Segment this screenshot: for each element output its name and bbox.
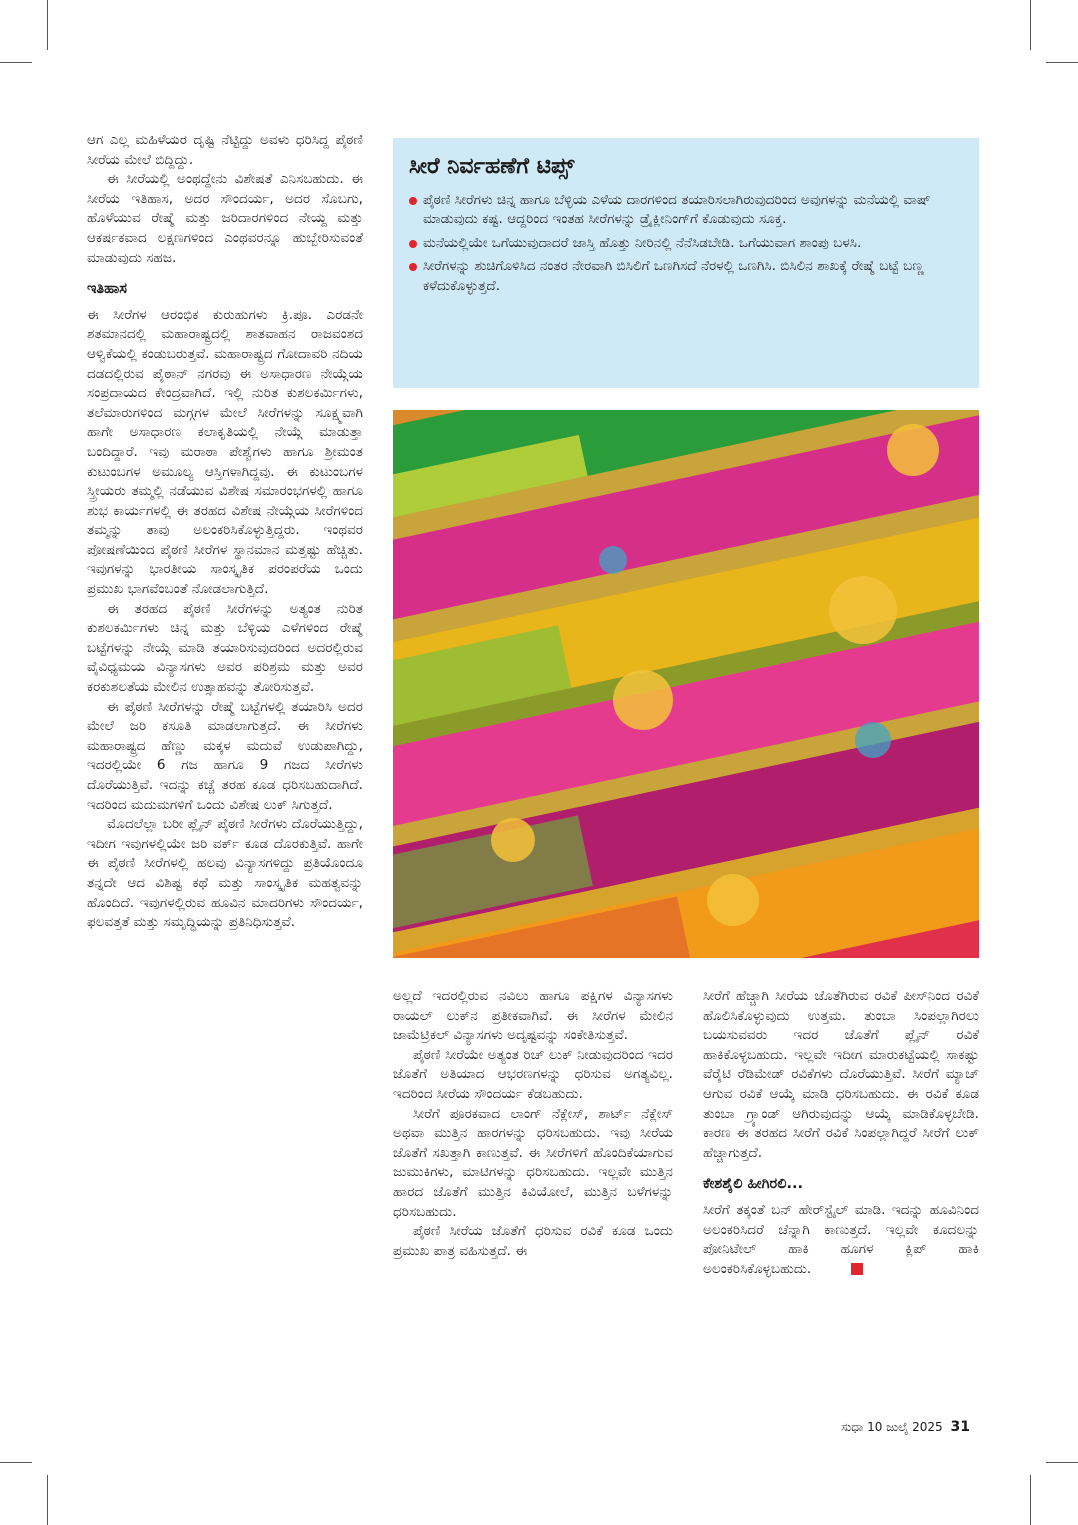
paragraph: ಆಗ ಎಲ್ಲ ಮಹಿಳೆಯರ ದೃಷ್ಟಿ ನೆಟ್ಟಿದ್ದು ಅವಳು ಧರಿಸಿದ್ದ ಪೈಠಣಿ ಸೀರೆಯ ಮೇಲೆ ಬಿದ್ದಿದ್ದು. <box>87 132 363 168</box>
crop-mark <box>1030 1475 1031 1525</box>
section-heading-hairstyle: ಕೇಶಶೈಲಿ ಹೀಗಿರಲಿ... <box>703 1176 803 1193</box>
paragraph: ಈ ಸೀರೆಯಲ್ಲಿ ಅಂಥದ್ದೇನು ವಿಶೇಷತೆ ಎನಿಸಬಹುದು. ಈ ಸೀರೆಯ ಇತಿಹಾಸ, ಅದರ ಸೌಂದರ್ಯ, ಅದರ ಸೊಬಗು, ಹೊಳೆಯುವ ರೇಷ್ಮೆ ಮತ್ತು ಜರಿದಾರಗಳಿಂದ ನೇಯ್ದ ಮತ್ತು ಆಕರ್ಷಕವಾದ ಲಕ್ಷಣಗಳಿಂದ ಎಂಥವರನ್ನೂ ಹುಬ್ಬೇರಿಸುವಂತೆ ಮಾಡುವುದು ಸಹಜ. <box>87 171 363 266</box>
tips-list <box>409 191 961 296</box>
magazine-name: ಸುಧಾ <box>841 1420 864 1434</box>
article-column-1 <box>87 131 363 933</box>
saree-photo <box>393 410 979 958</box>
bullet-icon <box>409 197 417 205</box>
tips-title: ಸೀರೆ ನಿರ್ವಹಣೆಗೆ ಟಿಪ್ಸ್ <box>409 154 575 179</box>
paragraph: ಸೀರೆಗೆ ಹೆಚ್ಚಾಗಿ ಸೀರೆಯ ಜೊತೆಗಿರುವ ರವಿಕೆ ಪೀಸ್‌ನಿಂದ ರವಿಕೆ ಹೊಲಿಸಿಕೊಳ್ಳುವುದು ಉತ್ತಮ. ತುಂಬಾ ಸಿಂಪಲ್ಲಾಗಿರಲು ಬಯಸುವವರು ಇದರ ಜೊತೆಗೆ ಪ್ಲೈನ್ ರವಿಕೆ ಹಾಕಿಕೊಳ್ಳಬಹುದು. ಇಲ್ಲವೇ ಇದೀಗ ಮಾರುಕಟ್ಟೆಯಲ್ಲಿ ಸಾಕಷ್ಟು ವೆರೈಟಿ ರೆಡಿಮೇಡ್ ರವಿಕೆಗಳು ದೊರೆಯುತ್ತಿವೆ. ಸೀರೆಗೆ ಮ್ಯಾಚ್ ಆಗುವ ರವಿಕೆ ಆಯ್ಕೆ ಮಾಡಿ ಧರಿಸಬಹುದು. ಈ ರವಿಕೆ ಕೂಡ ತುಂಬಾ ಗ್ರ್ಯಾಂಡ್ ಆಗಿರುವುದನ್ನು ಆಯ್ಕೆ ಮಾಡಿಕೊಳ್ಳಬೇಡಿ. ಕಾರಣ ಈ ತರಹದ ಸೀರೆಗೆ ರವಿಕೆ ಸಿಂಪಲ್ಲಾಗಿದ್ದರೆ ಸೀರೆಗೆ ಲುಕ್ ಹೆಚ್ಚಾಗುತ್ತದೆ. <box>703 988 979 1161</box>
crop-mark <box>1046 62 1078 63</box>
tip-item: ಮನೆಯಲ್ಲಿಯೇ ಒಗೆಯುವುದಾದರೆ ಜಾಸ್ತಿ ಹೊತ್ತು ನೀರಿನಲ್ಲಿ ನೆನೆಸಿಡಬೇಡಿ. ಒಗೆಯುವಾಗ ಶಾಂಪು ಬಳಸಿ. <box>409 234 961 253</box>
crop-mark <box>1046 1462 1078 1463</box>
tip-item: ಸೀರೆಗಳನ್ನು ಶುಚಿಗೊಳಿಸಿದ ನಂತರ ನೇರವಾಗಿ ಬಿಸಿಲಿಗೆ ಒಣಗಿಸದೆ ನೆರಳಲ್ಲಿ ಒಣಗಿಸಿ. ಬಿಸಿಲಿನ ಶಾಖಕ್ಕೆ ರೇಷ್ಮೆ ಬಟ್ಟೆ ಬಣ್ಣ ಕಳೆದುಕೊಳ್ಳುತ್ತದೆ. <box>409 257 961 296</box>
paragraph: ಈ ತರಹದ ಪೈಠಣಿ ಸೀರೆಗಳನ್ನು ಅತ್ಯಂತ ನುರಿತ ಕುಶಲಕರ್ಮಿಗಳು ಚಿನ್ನ ಮತ್ತು ಬೆಳ್ಳಿಯ ಎಳೆಗಳಿಂದ ರೇಷ್ಮೆ ಬಟ್ಟೆಗಳನ್ನು ನೇಯ್ಗೆ ಮಾಡಿ ತಯಾರಿಸುವುದರಿಂದ ಅದರಲ್ಲಿರುವ ವೈವಿಧ್ಯಮಯ ವಿನ್ಯಾಸಗಳು ಅವರ ಪರಿಶ್ರಮ ಮತ್ತು ಅವರ ಕರಕುಶಲತೆಯ ಮೇಲಿನ ಉತ್ಸಾಹವನ್ನು ತೋರಿಸುತ್ತವೆ. <box>87 600 363 696</box>
page-footer <box>841 1419 970 1435</box>
bullet-icon <box>409 263 417 271</box>
crop-mark <box>1030 0 1031 50</box>
paragraph: ಪೈಠಣಿ ಸೀರೆಯೇ ಅತ್ಯಂತ ರಿಚ್ ಲುಕ್ ನೀಡುವುದರಿಂದ ಇದರ ಜೊತೆಗೆ ಅತಿಯಾದ ಆಭರಣಗಳನ್ನು ಧರಿಸುವ ಅಗತ್ಯವಿಲ್ಲ. ಇದರಿಂದ ಸೀರೆಯ ಸೌಂದರ್ಯ ಕೆಡಬಹುದು. <box>393 1046 673 1102</box>
end-of-article-mark <box>851 1263 863 1275</box>
tip-item: ಪೈಠಣಿ ಸೀರೆಗಳು ಚಿನ್ನ ಹಾಗೂ ಬೆಳ್ಳಿಯ ಎಳೆಯ ದಾರಗಳಿಂದ ತಯಾರಿಸಲಾಗಿರುವುದರಿಂದ ಅವುಗಳನ್ನು ಮನೆಯಲ್ಲಿ ವಾಷ್ ಮಾಡುವುದು ಕಷ್ಟ. ಆದ್ದರಿಂದ ಇಂತಹ ಸೀರೆಗಳನ್ನು ಡ್ರೈಕ್ಲೀನಿಂಗ್‌ಗೆ ಕೊಡುವುದು ಸೂಕ್ತ. <box>409 191 961 230</box>
article-column-3 <box>703 987 979 1279</box>
paragraph: ಮೊದಲೆಲ್ಲಾ ಬರೀ ಪ್ಲೈನ್ ಪೈಠಣಿ ಸೀರೆಗಳು ದೊರೆಯುತ್ತಿದ್ದು, ಇದೀಗ ಇವುಗಳಲ್ಲಿಯೇ ಜರಿ ವರ್ಕ್ ಕೂಡ ದೊರಕುತ್ತಿವೆ. ಹಾಗೇ ಈ ಪೈಠಣಿ ಸೀರೆಗಳಲ್ಲಿ ಹಲವು ವಿನ್ಯಾಸಗಳಿದ್ದು ಪ್ರತಿಯೊಂದೂ ತನ್ನದೇ ಆದ ವಿಶಿಷ್ಟ ಕಥೆ ಮತ್ತು ಸಾಂಸ್ಕೃತಿಕ ಮಹತ್ವವನ್ನು ಹೊಂದಿದೆ. ಇವುಗಳಲ್ಲಿರುವ ಹೂವಿನ ಮಾದರಿಗಳು ಸೌಂದರ್ಯ, ಫಲವತ್ತತೆ ಮತ್ತು ಸಮೃದ್ಧಿಯನ್ನು ಪ್ರತಿನಿಧಿಸುತ್ತವೆ. <box>87 816 363 931</box>
crop-mark <box>0 1462 32 1463</box>
article-column-2 <box>393 987 673 1261</box>
paragraph: ಸೀರೆಗೆ ಪೂರಕವಾದ ಲಾಂಗ್ ನೆಕ್ಲೇಸ್, ಶಾರ್ಟ್ ನೆಕ್ಲೇಸ್ ಅಥವಾ ಮುತ್ತಿನ ಹಾರಗಳನ್ನು ಧರಿಸಬಹುದು. ಇವು ಸೀರೆಯ ಜೊತೆಗೆ ಸಖತ್ತಾಗಿ ಕಾಣುತ್ತವೆ. ಈ ಸೀರೆಗಳಿಗೆ ಹೊಂದಿಕೆಯಾಗುವ ಜುಮುಕಿಗಳು, ಮಾಟಿಗಳನ್ನು ಧರಿಸಬಹುದು. ಇಲ್ಲವೇ ಮುತ್ತಿನ ಹಾರದ ಜೊತೆಗೆ ಮುತ್ತಿನ ಕಿವಿಯೋಲೆ, ಮುತ್ತಿನ ಬಳೆಗಳನ್ನು ಧರಿಸಬಹುದು. <box>393 1105 673 1220</box>
paragraph: ಈ ಪೈಠಣಿ ಸೀರೆಗಳನ್ನು ರೇಷ್ಮೆ ಬಟ್ಟೆಗಳಲ್ಲಿ ತಯಾರಿಸಿ ಅದರ ಮೇಲೆ ಜರಿ ಕಸೂತಿ ಮಾಡಲಾಗುತ್ತದೆ. ಈ ಸೀರೆಗಳು ಮಹಾರಾಷ್ಟ್ರದ ಹೆಣ್ಣು ಮಕ್ಕಳ ಮದುವೆ ಉಡುಪಾಗಿದ್ದು, ಇದರಲ್ಲಿಯೇ 6 ಗಜ ಹಾಗೂ 9 ಗಜದ ಸೀರೆಗಳು ದೊರೆಯುತ್ತಿವೆ. ಇದನ್ನು ಕಚ್ಚೆ ತರಹ ಕೂಡ ಧರಿಸಬಹುದಾಗಿದೆ. ಇದರಿಂದ ಮದುಮಗಳಿಗೆ ಒಂದು ವಿಶೇಷ ಲುಕ್ ಸಿಗುತ್ತದೆ. <box>87 698 363 813</box>
bullet-icon <box>409 240 417 248</box>
section-heading-history: ಇತಿಹಾಸ <box>87 281 127 298</box>
paragraph: ಪೈಠಣಿ ಸೀರೆಯ ಜೊತೆಗೆ ಧರಿಸುವ ರವಿಕೆ ಕೂಡ ಒಂದು ಪ್ರಮುಖ ಪಾತ್ರ ವಹಿಸುತ್ತದೆ. ಈ <box>393 1223 673 1259</box>
crop-mark <box>47 0 48 50</box>
paragraph: ಅಲ್ಲದೆ ಇದರಲ್ಲಿರುವ ನವಿಲು ಹಾಗೂ ಪಕ್ಷಿಗಳ ವಿನ್ಯಾಸಗಳು ರಾಯಲ್ ಲುಕ್‌ನ ಪ್ರತೀಕವಾಗಿವೆ. ಈ ಸೀರೆಗಳ ಮೇಲಿನ ಜಾಮೆಟ್ರಿಕಲ್ ವಿನ್ಯಾಸಗಳು ಅದೃಷ್ಟವನ್ನು ಸಂಕೇತಿಸುತ್ತವೆ. <box>393 988 673 1044</box>
tips-box <box>393 138 979 388</box>
issue-date: 10 ಜುಲೈ 2025 <box>867 1420 943 1434</box>
crop-mark <box>0 62 32 63</box>
paragraph: ಈ ಸೀರೆಗಳ ಆರಂಭಿಕ ಕುರುಹುಗಳು ಕ್ರಿ.ಪೂ. ಎರಡನೇ ಶತಮಾನದಲ್ಲಿ ಮಹಾರಾಷ್ಟ್ರದಲ್ಲಿ ಶಾತವಾಹನ ರಾಜವಂಶದ ಆಳ್ವಿಕೆಯಲ್ಲಿ ಕಂಡುಬರುತ್ತವೆ. ಮಹಾರಾಷ್ಟ್ರದ ಗೋದಾವರಿ ನದಿಯ ದಡದಲ್ಲಿರುವ ಪೈಠಾನ್ ನಗರವು ಈ ಅಸಾಧಾರಣ ನೇಯ್ಗೆಯ ಸಂಪ್ರದಾಯದ ಕೇಂದ್ರವಾಗಿದೆ. ಇಲ್ಲಿ ನುರಿತ ಕುಶಲಕರ್ಮಿಗಳು, ತಲೆಮಾರುಗಳಿಂದ ಮಗ್ಗಗಳ ಮೇಲೆ ಸೀರೆಗಳನ್ನು ಸೂಕ್ಷ್ಮವಾಗಿ ಹಾಗೇ ಅಸಾಧಾರಣ ಕಲಾಕೃತಿಯಲ್ಲಿ ನೇಯ್ಗೆ ಮಾಡುತ್ತಾ ಬಂದಿದ್ದಾರೆ. ಇವು ಮರಾಠಾ ಪೇಶ್ವೆಗಳು ಹಾಗೂ ಶ್ರೀಮಂತ ಕುಟುಂಬಗಳ ಅಮೂಲ್ಯ ಆಸ್ತಿಗಳಾಗಿದ್ದವು. ಈ ಕುಟುಂಬಗಳ ಸ್ತ್ರೀಯರು ತಮ್ಮಲ್ಲಿ ನಡೆಯುವ ವಿಶೇಷ ಸಮಾರಂಭಗಳಲ್ಲಿ ಹಾಗೂ ಶುಭ ಕಾರ್ಯಗಳಲ್ಲಿ ಈ ತರಹದ ವಿಶೇಷ ನೇಯ್ಗೆಯ ಸೀರೆಗಳಿಂದ ತಮ್ಮನ್ನು ತಾವು ಅಲಂಕರಿಸಿಕೊಳ್ಳುತ್ತಿದ್ದರು. ಇಂಥವರ ಪೋಷಣೆಯಿಂದ ಪೈಠಣಿ ಸೀರೆಗಳ ಸ್ಥಾನಮಾನ ಮತ್ತಷ್ಟು ಹೆಚ್ಚಿತು. ಇವುಗಳನ್ನು ಭಾರತೀಯ ಸಾಂಸ್ಕೃತಿಕ ಪರಂಪರೆಯ ಒಂದು ಪ್ರಮುಖ ಭಾಗವೆಂಬಂತೆ ನೋಡಲಾಗುತ್ತಿದೆ. <box>87 306 363 598</box>
paragraph: ಸೀರೆಗೆ ತಕ್ಕಂತೆ ಬನ್ ಹೇರ್‌ಸ್ಟೈಲ್ ಮಾಡಿ. ಇದನ್ನು ಹೂವಿನಿಂದ ಅಲಂಕರಿಸಿದರೆ ಚೆನ್ನಾಗಿ ಕಾಣುತ್ತದೆ. ಇಲ್ಲವೇ ಕೂದಲನ್ನು ಪೋನಿಟೇಲ್ ಹಾಕಿ ಹೂಗಳ ಕ್ಲಿಪ್ ಹಾಕಿ ಅಲಂಕರಿಸಿಕೊಳ್ಳಬಹುದು. <box>703 1201 979 1277</box>
page-number: 31 <box>950 1419 970 1435</box>
saree-photo-graphic <box>393 410 979 958</box>
crop-mark <box>47 1475 48 1525</box>
